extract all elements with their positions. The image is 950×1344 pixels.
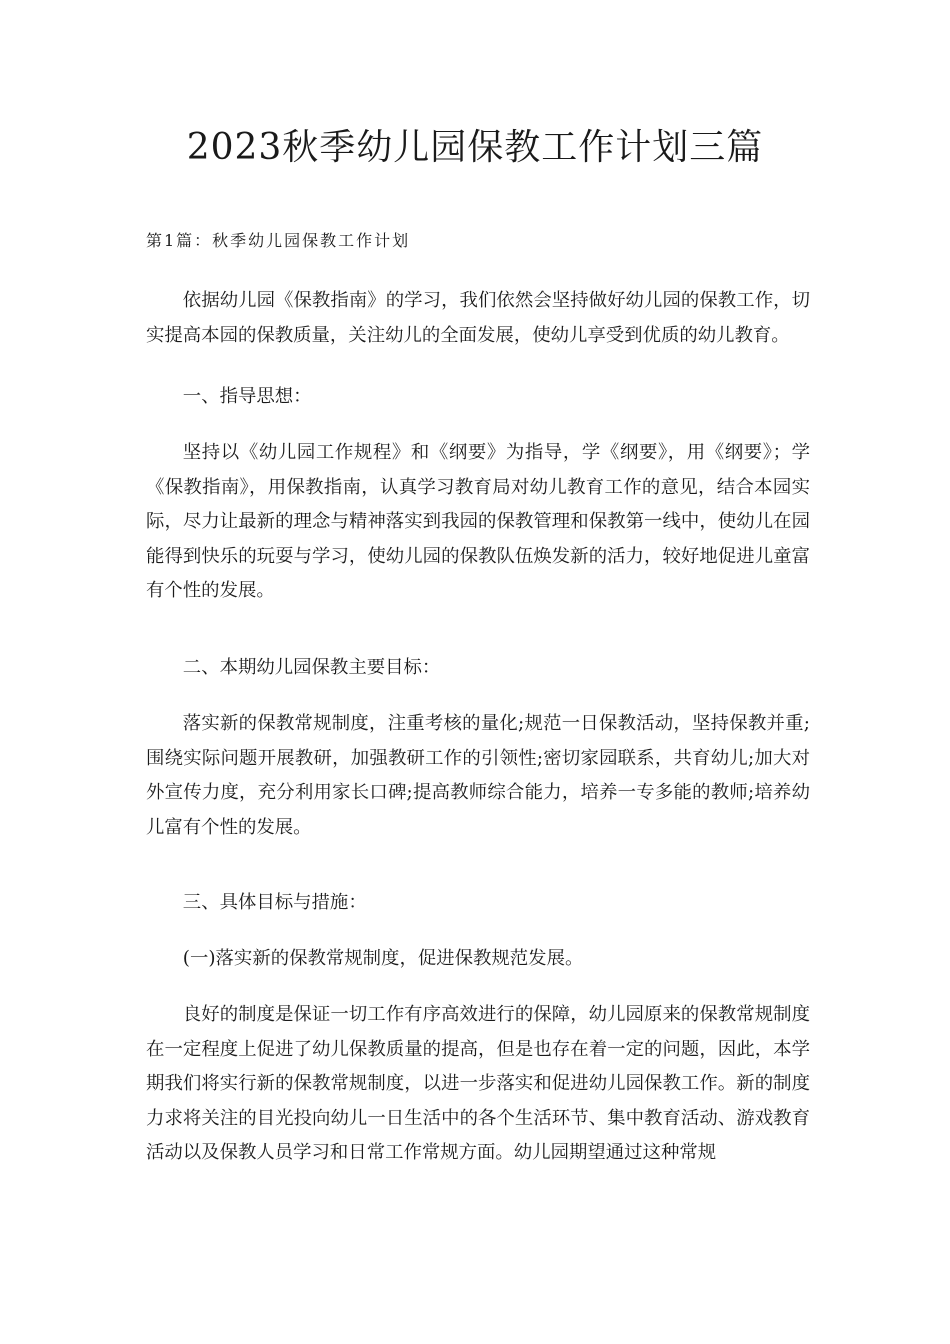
intro-paragraph: 依据幼儿园《保教指南》的学习，我们依然会坚持做好幼儿园的保教工作，切实提高本园的保教质量，关注幼儿的全面发展，使幼儿享受到优质的幼儿教育。: [146, 290, 810, 346]
heading-main-goals: 二、本期幼儿园保教主要目标：: [182, 657, 441, 678]
heading-guiding-ideology: 一、指导思想：: [182, 386, 312, 407]
guiding-ideology-paragraph: 坚持以《幼儿园工作规程》和《纲要》为指导，学《纲要》，用《纲要》；学《保教指南》，用保教指南，认真学习教育局对幼儿教育工作的意见，结合本园实际，尽力让最新的理念与精神落实到我园的保教管理和保教第一线中，使幼儿在园能得到快乐的玩耍与学习，使幼儿园的保教队伍焕发新的活力，较好地促进儿童富有个性的发展。: [146, 442, 810, 601]
document-title: 2023秋季幼儿园保教工作计划三篇: [186, 127, 764, 168]
heading-specific-goals: 三、具体目标与措施：: [182, 892, 367, 913]
regulation-paragraph: 良好的制度是保证一切工作有序高效进行的保障，幼儿园原来的保教常规制度在一定程度上促进了幼儿保教质量的提高，但是也存在着一定的问题，因此，本学期我们将实行新的保教常规制度，以进一步落实和促进幼儿园保教工作。新的制度力求将关注的目光投向幼儿一日生活中的各个生活环节、集中教育活动、游戏教育活动以及保教人员学习和日常工作常规方面。幼儿园期望通过这种常规: [146, 1004, 810, 1163]
subheading-regulation: (一)落实新的保教常规制度，促进保教规范发展。: [182, 948, 584, 969]
main-goals-paragraph: 落实新的保教常规制度，注重考核的量化;规范一日保教活动，坚持保教并重;围绕实际问题开展教研，加强教研工作的引领性;密切家园联系，共育幼儿;加大对外宣传力度，充分利用家长口碑;提高教师综合能力，培养一专多能的教师;培养幼儿富有个性的发展。: [146, 713, 810, 838]
section-subtitle: 第1篇：秋季幼儿园保教工作计划: [146, 231, 411, 250]
